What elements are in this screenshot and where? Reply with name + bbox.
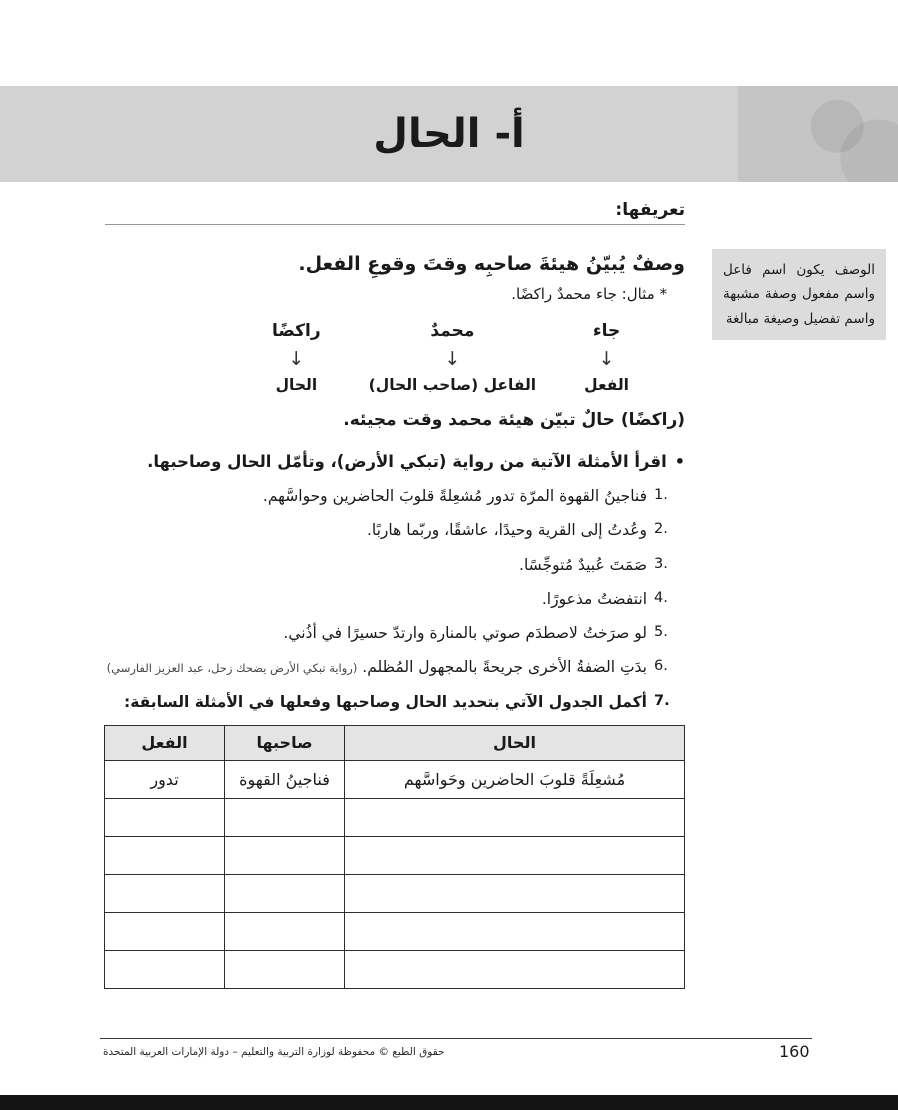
table-row	[105, 760, 685, 798]
table-row	[105, 798, 685, 836]
page-header-band	[0, 86, 898, 182]
cell-verb: تدور	[105, 760, 225, 798]
definition-note-box	[712, 249, 886, 340]
item-text: وعُدتُ إلى القرية وحيدًا، عاشقًا، وربّما هاربًا.	[366, 521, 647, 540]
cell-owner	[225, 798, 345, 836]
exercise-intro	[105, 452, 685, 471]
diagram-label: الفعل	[584, 376, 629, 394]
list-item	[105, 554, 677, 577]
hal-table	[104, 725, 685, 989]
diagram-explanation: (راكضًا) حالٌ تبيّن هيئة محمد وقت مجيئه.	[343, 410, 685, 430]
cell-verb	[105, 912, 225, 950]
definition-heading: تعريفها:	[615, 200, 685, 220]
table-header-row	[105, 725, 685, 760]
footer-rule	[100, 1038, 812, 1039]
table-row	[105, 950, 685, 988]
page-number: 160	[779, 1042, 810, 1061]
diagram-word: جاء	[592, 321, 621, 341]
down-arrow-icon: ↓	[288, 348, 305, 370]
cell-hal	[345, 836, 685, 874]
list-item	[105, 519, 677, 542]
cell-owner	[225, 950, 345, 988]
item-citation: (رواية تبكي الأرض يضحك زحل، عبد العزيز الفارسي)	[106, 661, 358, 676]
cell-owner	[225, 912, 345, 950]
table-row	[105, 912, 685, 950]
item-text: أكمل الجدول الآتي بتحديد الحال وصاحبها وفعلها في الأمثلة السابقة:	[124, 692, 647, 711]
main-content	[105, 200, 685, 989]
cell-owner: فناجينُ القهوة	[225, 760, 345, 798]
list-item	[105, 588, 677, 611]
cell-hal: مُشعِلَةً قلوبَ الحاضرين وحَواسَّهم	[345, 760, 685, 798]
column-header-hal: الحال	[345, 725, 685, 760]
cell-verb	[105, 874, 225, 912]
list-item	[105, 622, 677, 645]
heading-rule	[105, 224, 685, 225]
cell-hal	[345, 798, 685, 836]
exercise-intro-text: اقرأ الأمثلة الآتية من رواية (تبكي الأرض)، وتأمّل الحال وصاحبها.	[147, 452, 667, 471]
item-text: صَمَتَ عُبيدٌ مُتوجِّسًا.	[519, 555, 647, 574]
list-item-table-instruction	[105, 691, 677, 714]
cell-hal	[345, 950, 685, 988]
table-row	[105, 836, 685, 874]
column-header-owner: صاحبها	[225, 725, 345, 760]
example-list	[105, 485, 685, 714]
diagram-column-verb	[584, 321, 629, 394]
example-sentence: * مثال: جاء محمدٌ راكضًا.	[511, 285, 667, 303]
diagram-column-hal	[272, 321, 321, 394]
item-text: انتفضتُ مذعورًا.	[541, 589, 647, 608]
definition-text: وصفٌ يُبيّنُ هيئةَ صاحبِه وقتَ وقوعِ الفعل.	[298, 253, 685, 275]
cell-verb	[105, 798, 225, 836]
bottom-scan-edge	[0, 1095, 898, 1110]
note-text: الوصف يكون اسم فاعل واسم مفعول وصفة مشبهة واسم تفضيل وصيغة مبالغة	[723, 262, 875, 327]
item-number: 1.	[654, 487, 668, 503]
item-number: 5.	[654, 624, 668, 640]
cell-hal	[345, 874, 685, 912]
item-body	[107, 656, 647, 679]
column-header-verb: الفعل	[105, 725, 225, 760]
item-text: فناجينُ القهوة المرّة تدور مُشعِلةً قلوبَ الحاضرين وحواسَّهم.	[262, 487, 647, 505]
item-number: 6.	[654, 658, 668, 675]
list-item	[105, 656, 677, 679]
diagram-word: محمدٌ	[430, 321, 475, 341]
diagram-label: الفاعل (صاحب الحال)	[368, 376, 537, 394]
down-arrow-icon: ↓	[598, 348, 615, 370]
cell-verb	[105, 950, 225, 988]
item-number: 7.	[654, 692, 670, 709]
item-number: 4.	[654, 589, 668, 606]
item-number: 3.	[654, 555, 668, 572]
footer-copyright: حقوق الطبع © محفوظة لوزارة التربية والتعليم – دولة الإمارات العربية المتحدة	[103, 1046, 445, 1058]
down-arrow-icon: ↓	[444, 348, 461, 370]
item-number: 2.	[654, 521, 668, 538]
diagram-column-subject	[369, 321, 536, 394]
cell-owner	[225, 836, 345, 874]
list-item	[105, 485, 677, 508]
item-text: بدَتِ الضفةُ الأخرى جريحةً بالمجهول المُظلم.	[362, 658, 647, 677]
page-title: أ- الحال	[373, 111, 525, 157]
diagram-word: راكضًا	[272, 321, 321, 341]
cell-verb	[105, 836, 225, 874]
bullet-icon: •	[674, 452, 685, 471]
table-row	[105, 874, 685, 912]
cell-hal	[345, 912, 685, 950]
item-text: لو صرَختُ لاصطدَم صوتي بالمنارة وارتدّ حسيرًا في أذُني.	[283, 624, 647, 642]
cell-owner	[225, 874, 345, 912]
diagram-label: الحال	[275, 376, 318, 394]
sentence-diagram	[272, 321, 629, 394]
